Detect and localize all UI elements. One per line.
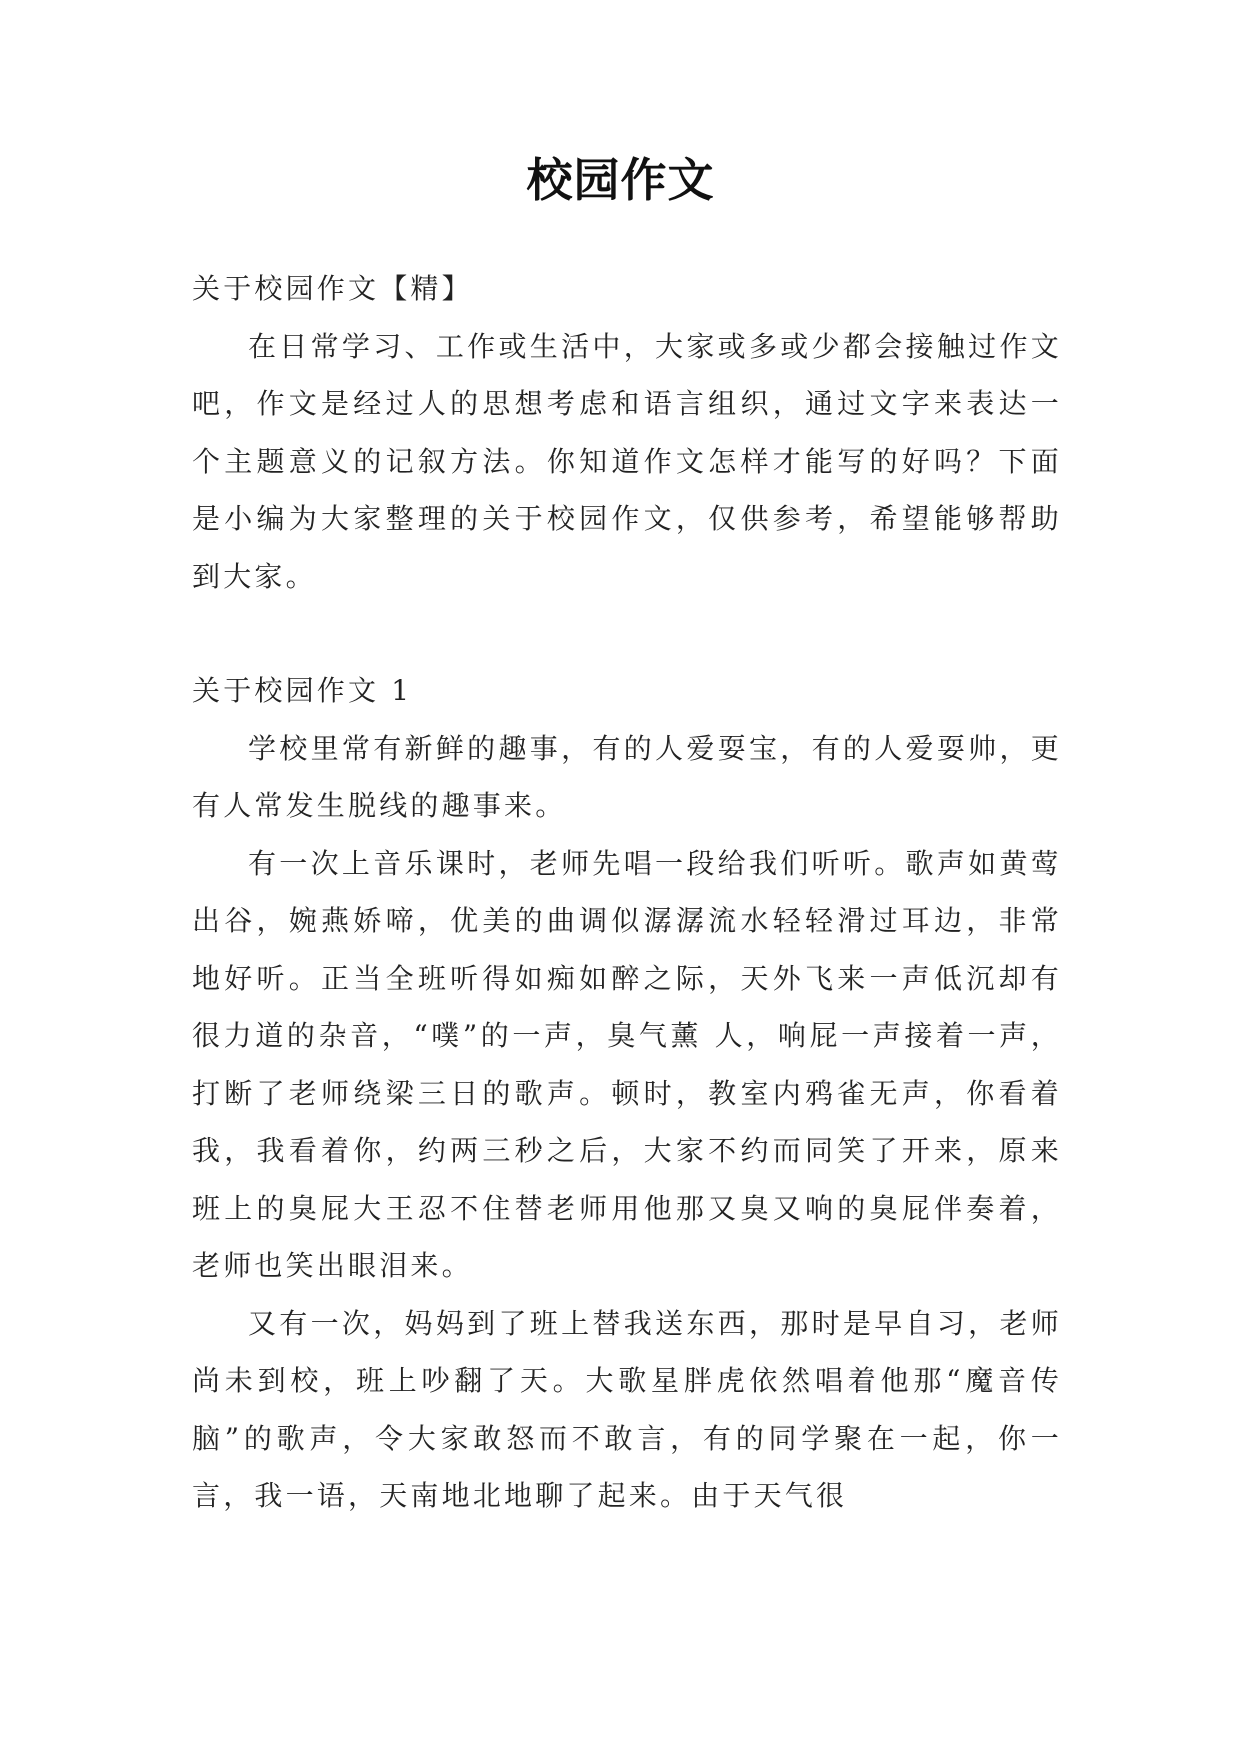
body-paragraph: 又有一次，妈妈到了班上替我送东西，那时是早自习，老师尚未到校，班上吵翻了天。大歌星胖虎依然唱着他那“魔音传脑”的歌声，令大家敢怒而不敢言，有的同学聚在一起，你一言，我一语，天南地北地聊了起来。由于天气很	[192, 1306, 1062, 1512]
intro-paragraph: 在日常学习、工作或生活中，大家或多或少都会接触过作文吧，作文是经过人的思想考虑和语言组织，通过文字来表达一个主题意义的记叙方法。你知道作文怎样才能写的好吗？下面是小编为大家整理的关于校园作文，仅供参考，希望能够帮助到大家。	[192, 329, 1062, 593]
section-heading: 关于校园作文 1	[192, 674, 413, 707]
document-body	[192, 260, 1062, 1525]
document-subtitle: 关于校园作文【精】	[192, 272, 473, 305]
document-title: 校园作文	[526, 153, 715, 207]
section-spacer	[192, 605, 1062, 662]
body-paragraph: 学校里常有新鲜的趣事，有的人爱耍宝，有的人爱耍帅，更有人常发生脱线的趣事来。	[192, 731, 1062, 822]
body-paragraph: 有一次上音乐课时，老师先唱一段给我们听听。歌声如黄莺出谷，婉燕娇啼，优美的曲调似潺潺流水轻轻滑过耳边，非常地好听。正当全班听得如痴如醉之际，天外飞来一声低沉却有很力道的杂音，“噗”的一声，臭气薰 人，响屁一声接着一声，打断了老师绕梁三日的歌声。顿时，教室内鸦雀无声，你看着我，我看着你，约两三秒之后，大家不约而同笑了开来，原来班上的臭屁大王忍不住替老师用他那又臭又响的臭屁伴奏着，老师也笑出眼泪来。	[192, 846, 1062, 1282]
